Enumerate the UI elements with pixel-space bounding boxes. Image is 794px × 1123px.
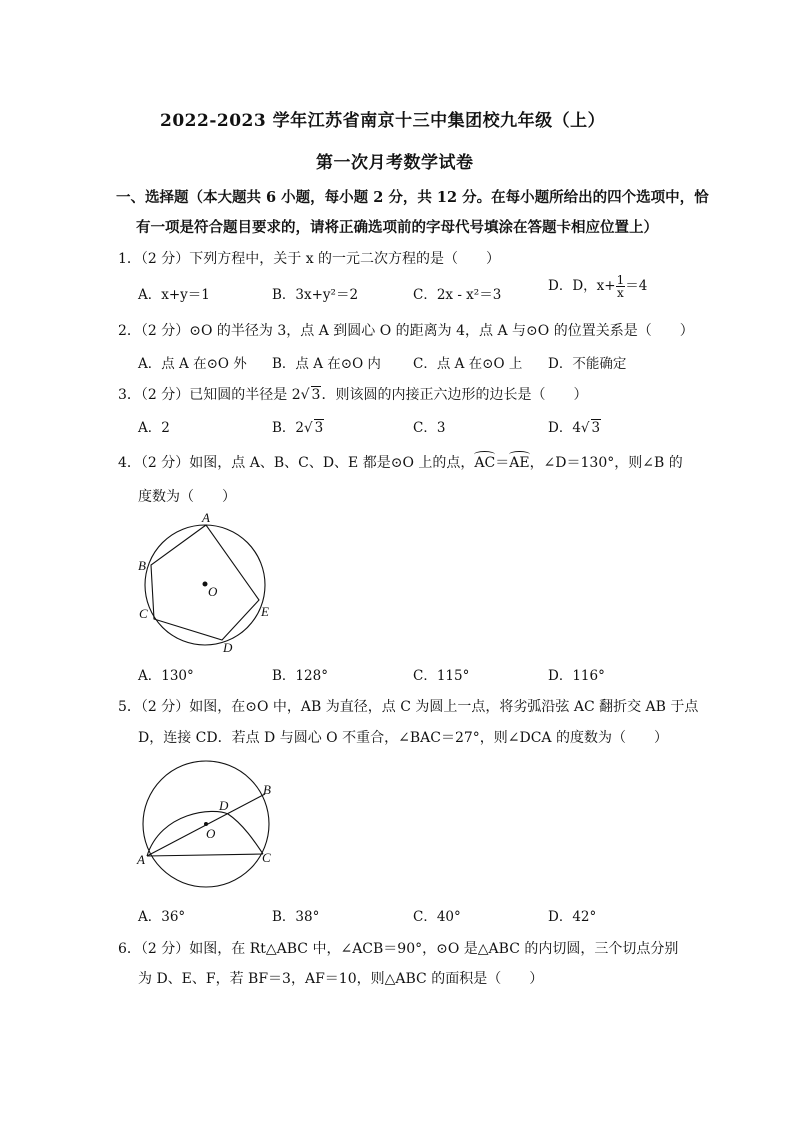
q1-option-d-prefix: D．D，x+ xyxy=(548,278,616,294)
q1-stem: 1．（2 分）下列方程中，关于 x 的一元二次方程的是（ ） xyxy=(118,251,501,267)
q5-segment-dc xyxy=(228,814,263,854)
q5-label-c: C xyxy=(262,850,271,865)
q5-option-c: C．40° xyxy=(413,909,461,925)
q4-arc-ae: AE xyxy=(509,451,529,471)
q5-label-b: B xyxy=(263,782,271,797)
q5-option-d: D．42° xyxy=(548,909,597,925)
q3-stem-pre: 3．（2 分）已知圆的半径是 2 xyxy=(118,387,301,403)
q1-option-c: C．2x - x²＝3 xyxy=(413,287,502,303)
q4-label-o: O xyxy=(208,584,218,599)
q4-stem-post: ，∠D＝130°，则∠B 的 xyxy=(529,455,683,471)
q1-fraction-numerator: 1 xyxy=(616,273,625,287)
q5-label-o: O xyxy=(206,826,216,841)
q3-stem-post: ．则该圆的内接正六边形的边长是（ ） xyxy=(321,387,588,403)
q4-stem-pre: 4．（2 分）如图，点 A、B、C、D、E 都是⊙O 上的点， xyxy=(118,455,475,471)
section-header-line1: 一、选择题（本大题共 6 小题，每小题 2 分，共 12 分。在每小题所给出的四个选项中，恰 xyxy=(116,189,709,206)
q4-label-c: C xyxy=(139,606,148,621)
q4-option-b: B．128° xyxy=(272,668,328,684)
q1-fraction-denominator: x xyxy=(617,286,624,300)
q5-label-a: A xyxy=(137,852,145,867)
q3-option-c: C．3 xyxy=(413,420,446,436)
q5-stem-line2: D，连接 CD．若点 D 与圆心 O 不重合，∠BAC＝27°，则∠DCA 的度数为（ ） xyxy=(138,730,668,746)
section-header-line2: 有一项是符合题目要求的，请将正确选项前的字母代号填涂在答题卡相应位置上） xyxy=(136,219,658,236)
q3-stem-radicand: 3 xyxy=(311,387,321,403)
q4-label-e: E xyxy=(261,604,269,619)
q6-stem-line2: 为 D、E、F，若 BF＝3，AF＝10，则△ABC 的面积是（ ） xyxy=(138,971,544,987)
q2-option-c: C．点 A 在⊙O 上 xyxy=(413,356,523,372)
q3-option-b xyxy=(272,416,324,436)
q2-option-d: D．不能确定 xyxy=(548,356,627,372)
q3-stem xyxy=(118,384,587,404)
q1-option-d xyxy=(548,274,647,299)
q1-option-d-fraction xyxy=(616,274,626,299)
sqrt-sign-icon: √ xyxy=(304,420,313,436)
q1-option-a: A．x+y＝1 xyxy=(138,287,210,303)
q4-label-d: D xyxy=(223,640,233,655)
exam-title-line1: 2022-2023 学年江苏省南京十三中集团校九年级（上） xyxy=(160,111,606,131)
q4-arc-equals: ＝ xyxy=(495,455,510,471)
exam-title-line2: 第一次月考数学试卷 xyxy=(316,153,474,173)
q1-option-d-suffix: ＝4 xyxy=(625,278,648,294)
q5-stem-line1: 5．（2 分）如图，在⊙O 中，AB 为直径，点 C 为圆上一点，将劣弧沿弦 AC 翻折交 AB 于点 xyxy=(118,699,699,715)
q2-option-a: A．点 A 在⊙O 外 xyxy=(138,356,247,372)
q4-arc-ac: AC xyxy=(474,451,495,471)
q4-label-a: A xyxy=(202,510,210,525)
q4-label-b: B xyxy=(138,558,146,573)
sqrt-sign-icon: √ xyxy=(300,387,310,403)
q1-option-b: B．3x+y²＝2 xyxy=(272,287,359,303)
q3-option-a: A．2 xyxy=(138,420,170,436)
q5-label-d: D xyxy=(219,798,229,813)
q3-option-b-radicand: 3 xyxy=(314,420,324,436)
sqrt-sign-icon: √ xyxy=(580,420,590,436)
q4-option-a: A．130° xyxy=(138,668,194,684)
q6-stem-line1: 6．（2 分）如图，在 Rt△ABC 中，∠ACB＝90°，⊙O 是△ABC 的内切圆，三个切点分别 xyxy=(118,941,679,957)
q4-stem-line1 xyxy=(118,451,683,472)
q4-figure xyxy=(130,508,280,658)
q3-option-d xyxy=(548,416,601,436)
q3-option-b-pre: B．2 xyxy=(272,420,305,436)
q5-option-b: B．38° xyxy=(272,909,320,925)
q3-option-d-pre: D．4 xyxy=(548,420,581,436)
q4-center-dot xyxy=(203,582,208,587)
q5-option-a: A．36° xyxy=(138,909,186,925)
q4-stem-line2: 度数为（ ） xyxy=(138,489,236,505)
q5-figure xyxy=(133,752,293,892)
q3-option-d-radicand: 3 xyxy=(591,420,601,436)
q2-option-b: B．点 A 在⊙O 内 xyxy=(272,356,381,372)
q4-option-c: C．115° xyxy=(413,668,470,684)
q5-chord-ac xyxy=(147,854,263,856)
q4-option-d: D．116° xyxy=(548,668,605,684)
q2-stem: 2．（2 分）⊙O 的半径为 3，点 A 到圆心 O 的距离为 4，点 A 与⊙O 的位置关系是（ ） xyxy=(118,323,694,339)
